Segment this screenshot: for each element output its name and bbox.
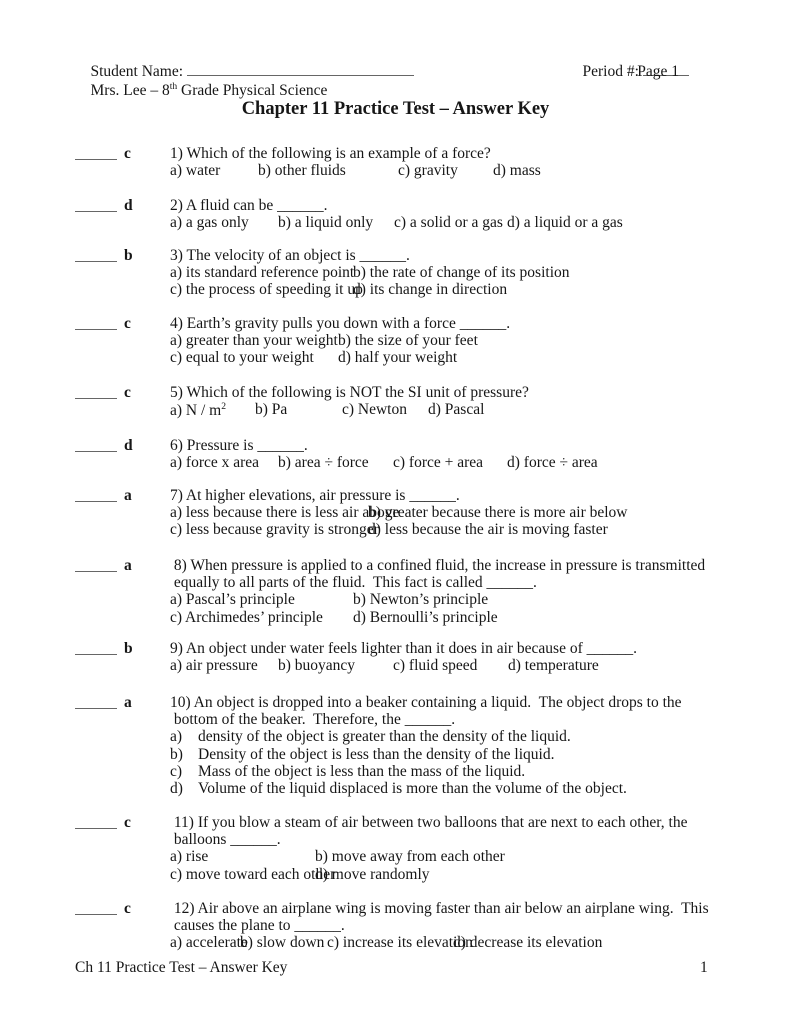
question-text-line: 6) Pressure is ______. (170, 437, 308, 454)
option-segment: c) move toward each other (170, 865, 336, 883)
question-line (170, 281, 785, 298)
answer-letter: b (124, 247, 133, 264)
question-line: equally to all parts of the fluid. This fact is called ______. (170, 574, 537, 592)
option-segment: c) less because gravity is stronger (170, 521, 379, 539)
question-text-line: 9) An object under water feels lighter than it does in air because of ______. (170, 640, 638, 657)
option-segment: d) a liquid or a gas (507, 214, 623, 232)
question-line (170, 763, 785, 780)
option-segment: d) Pascal (428, 401, 485, 419)
answer-letter: b (124, 640, 133, 657)
question-line (170, 521, 785, 538)
option-segment: b) the rate of change of its position (353, 264, 570, 282)
answer-blank (75, 384, 117, 399)
teacher-line-prefix: Mrs. Lee – 8 (90, 82, 170, 100)
question-line (170, 214, 785, 231)
question-text-line: 2) A fluid can be ______. (170, 197, 328, 214)
answer-blank (75, 694, 117, 709)
option-segment: c) Newton (342, 401, 407, 419)
student-name-label: Student Name: (90, 63, 184, 81)
document-title: Chapter 11 Practice Test – Answer Key (241, 99, 550, 119)
question-content (170, 694, 785, 797)
answer-letter: c (124, 814, 131, 831)
option-segment: a) less because there is less air above (170, 504, 400, 522)
option-segment: a) rise (170, 848, 209, 866)
answer-blank (75, 145, 117, 160)
question-line (170, 780, 785, 797)
option-segment: b) slow down (240, 934, 325, 952)
question-line (170, 609, 785, 626)
question-text-line: 8) When pressure is applied to a confined fluid, the increase in pressure is transmitted (170, 557, 706, 574)
option-segment: c) gravity (398, 162, 458, 180)
option-segment: a) a gas only (170, 214, 249, 232)
question-line: bottom of the beaker. Therefore, the ______. (170, 711, 456, 729)
footer-title: Ch 11 Practice Test – Answer Key (75, 959, 288, 976)
answer-blank (75, 814, 117, 829)
option-segment: Density of the object is less than the density of the liquid. (198, 745, 555, 763)
option-segment: a) Pascal’s principle (170, 591, 295, 609)
question-line: balloons ______. (170, 831, 281, 849)
question-text-line: 5) Which of the following is NOT the SI unit of pressure? (170, 384, 529, 401)
teacher-line-suffix: Grade Physical Science (177, 82, 328, 100)
question-content (170, 487, 785, 539)
answer-blank (75, 900, 117, 915)
answer-letter: c (124, 900, 131, 917)
question-content (170, 437, 785, 471)
option-segment: a) greater than your weight (170, 332, 338, 350)
option-segment: b) other fluids (258, 162, 346, 180)
question-content (170, 814, 785, 883)
option-segment: d) move randomly (315, 865, 430, 883)
option-segment: a) force x area (170, 454, 260, 472)
option-segment: b) area ÷ force (278, 454, 369, 472)
option-segment: d) mass (493, 162, 541, 180)
question-line (170, 591, 785, 608)
teacher-line-ordinal: th (169, 81, 178, 92)
question-line (170, 866, 785, 883)
question-content (170, 315, 785, 367)
option-segment: a) N / $m^2$ (170, 401, 227, 420)
option-segment: Mass of the object is less than the mass of the liquid. (198, 762, 526, 780)
answer-letter: d (124, 437, 133, 454)
option-segment: a) accelerate (170, 934, 248, 952)
option-segment: d) force ÷ area (507, 454, 598, 472)
question-text-line: 3) The velocity of an object is ______. (170, 247, 410, 264)
question-text-line: 7) At higher elevations, air pressure is ______. (170, 487, 460, 504)
question-text-line: 4) Earth’s gravity pulls you down with a force ______. (170, 315, 511, 332)
answer-blank (75, 487, 117, 502)
question-line (170, 746, 785, 763)
question-line: causes the plane to ______. (170, 917, 345, 935)
option-segment: d) less because the air is moving faster (368, 521, 608, 539)
option-segment: c) equal to your weight (170, 349, 314, 367)
option-segment: b) (170, 745, 183, 763)
answer-blank (75, 640, 117, 655)
question-line (170, 848, 785, 865)
question-line (170, 454, 785, 471)
period-label: Period #: (582, 63, 639, 81)
option-segment: b) a liquid only (278, 214, 374, 232)
question-line (170, 264, 785, 281)
option-segment: Volume of the liquid displaced is more than the volume of the object. (198, 779, 627, 797)
footer-page-number: 1 (700, 959, 708, 976)
option-segment: c) a solid or a gas (394, 214, 503, 232)
option-segment: d) decrease its elevation (453, 934, 603, 952)
option-segment: b) Pa (255, 401, 288, 419)
answer-letter: a (124, 694, 132, 711)
answer-letter: c (124, 145, 131, 162)
question-line (170, 349, 785, 366)
answer-blank (75, 315, 117, 330)
option-segment: b) buoyancy (278, 657, 356, 675)
option-segment: c) fluid speed (393, 657, 478, 675)
answer-letter: a (124, 487, 132, 504)
answer-letter: d (124, 197, 133, 214)
question-text-line: 12) Air above an airplane wing is moving faster than air below an airplane wing. This (170, 900, 709, 917)
answer-letter: a (124, 557, 132, 574)
question-content (170, 197, 785, 231)
option-segment: b) move away from each other (315, 848, 505, 866)
question-content (170, 640, 785, 674)
option-segment: density of the object is greater than the density of the liquid. (198, 728, 571, 746)
option-segment: c) Archimedes’ principle (170, 608, 323, 626)
option-segment: a) water (170, 162, 221, 180)
question-content (170, 557, 785, 626)
question-content (170, 900, 785, 952)
question-text-line: 1) Which of the following is an example of a force? (170, 145, 491, 162)
question-line (170, 657, 785, 674)
question-line (170, 934, 785, 951)
answer-blank (75, 247, 117, 262)
answer-letter: c (124, 315, 131, 332)
answer-blank (75, 557, 117, 572)
question-line (170, 401, 785, 418)
option-segment: a) (170, 728, 183, 746)
option-segment: d) its change in direction (353, 281, 508, 299)
option-segment: b) greater because there is more air below (368, 504, 628, 522)
question-text-line: 11) If you blow a steam of air between two balloons that are next to each other, the (170, 814, 688, 831)
answer-blank (75, 197, 117, 212)
answer-letter: c (124, 384, 131, 401)
question-line (170, 332, 785, 349)
option-segment: b) Newton’s principle (353, 591, 489, 609)
option-segment: c) the process of speeding it up (170, 281, 363, 299)
option-segment: a) air pressure (170, 657, 258, 675)
option-segment: b) the size of your feet (338, 332, 478, 350)
question-content (170, 145, 785, 179)
option-segment: c) (170, 762, 183, 780)
page-label: Page 1 (637, 63, 679, 80)
question-line (170, 504, 785, 521)
answer-blank (75, 437, 117, 452)
question-line (170, 162, 785, 179)
question-line (170, 728, 785, 745)
option-segment: d) temperature (508, 657, 599, 675)
option-segment: a) its standard reference point (170, 264, 355, 282)
question-content (170, 247, 785, 299)
option-segment: c) force + area (393, 454, 484, 472)
option-segment: d) (170, 779, 183, 797)
option-segment: d) Bernoulli’s principle (353, 608, 498, 626)
question-content (170, 384, 785, 418)
option-segment: c) increase its elevation (327, 934, 473, 952)
option-segment: d) half your weight (338, 349, 458, 367)
question-text-line: 10) An object is dropped into a beaker containing a liquid. The object drops to the (170, 694, 682, 711)
